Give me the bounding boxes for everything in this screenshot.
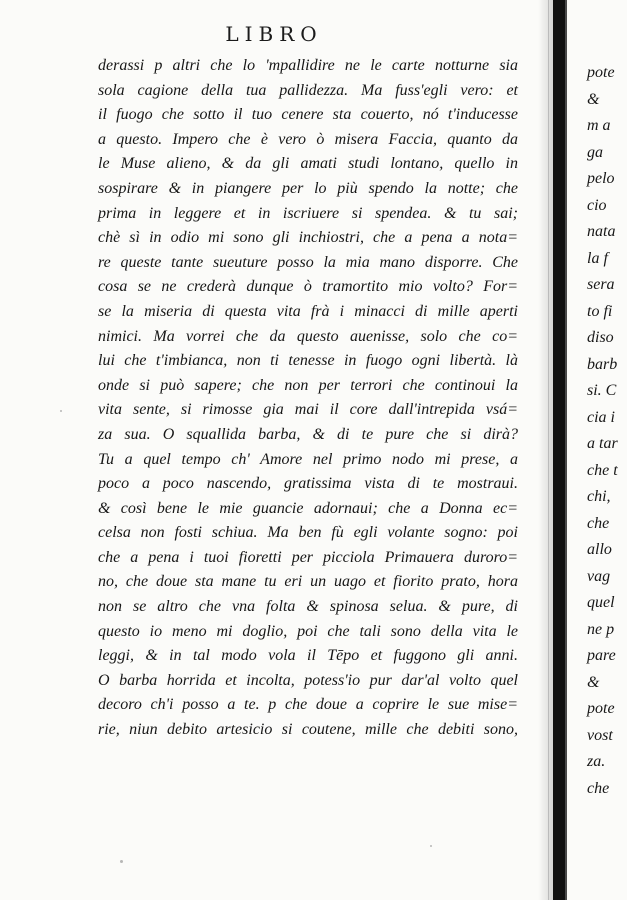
text-line: Tu a quel tempo ch' Amore nel primo nodo mi prese, a (98, 450, 518, 468)
text-fragment: & (587, 673, 600, 691)
text-fragment: a tar (587, 435, 618, 452)
text-fragment: ne p (587, 620, 615, 638)
text-fragment: pare (587, 647, 616, 664)
text-fragment: za. (587, 753, 606, 770)
text-fragment: cia i (587, 408, 615, 426)
text-fragment: & (587, 90, 600, 108)
text-line: & così bene le mie guancie adornaui; che a Donna ec= (98, 499, 518, 517)
paper-speck (120, 860, 123, 863)
text-fragment: cio (587, 196, 607, 214)
text-line: O barba horrida et incolta, potess'io pur dar'al volto quel (98, 671, 518, 689)
text-line: rie, niun debito artesicio si coutene, mille che debiti sono, (98, 721, 518, 739)
text-fragment: pote (587, 64, 615, 81)
text-line: le Muse alieno, & da gli amati studi lontano, quello in (98, 155, 518, 173)
text-line: nimici. Ma vorrei che da questo auenisse, solo che co= (98, 327, 518, 345)
paper-speck (430, 845, 432, 847)
text-line: za sua. O squallida barba, & di te pure che si dirà? (98, 425, 518, 443)
left-page-text-block (98, 54, 518, 743)
text-line: derassi p altri che lo 'mpallidire ne le carte notturne sia (98, 57, 518, 74)
text-line: cosa se ne crederà dunque ò tramortito mio volto? For= (98, 278, 518, 296)
right-page-edge (553, 0, 618, 900)
text-line: vita sente, si rimosse gia mai il core dall'intrepida vsá= (98, 401, 518, 419)
right-page-sheet (565, 0, 627, 900)
text-line: leggi, & in tal modo vola il Tēpo et fuggono gli anni. (98, 647, 518, 665)
text-fragment: la f (587, 249, 608, 267)
text-fragment: ga (587, 143, 603, 161)
paper-speck (60, 410, 62, 412)
text-fragment: allo (587, 541, 612, 558)
text-fragment: to fi (587, 302, 613, 320)
text-line: re queste tante sueuture posso la mia mano disporre. Che (98, 253, 518, 271)
text-line: il fuogo che sotto il tuo cenere sta couerto, nó t'inducesse (98, 106, 518, 124)
text-line: decoro ch'i posso a te. p che doue a coprire le sue mise= (98, 696, 518, 714)
text-line: che a pena i tuoi fioretti per picciola Primauera duroro= (98, 548, 518, 566)
text-line: chè sì in odio mi sono gli inchiostri, che a pena a nota= (98, 229, 518, 247)
text-line: lui che t'imbianca, non ti tenesse in fuogo ogni libertà. là (98, 352, 518, 370)
text-fragment: si. C (587, 382, 617, 399)
right-page-text-fragments (587, 60, 627, 802)
text-fragment: barb (587, 355, 618, 373)
text-fragment: vag (587, 567, 611, 585)
text-line: no, che doue sta mane tu eri un uago et fiorito prato, hora (98, 573, 518, 591)
text-fragment: che t (587, 461, 618, 479)
running-head: LIBRO (225, 22, 323, 46)
text-fragment: vost (587, 726, 613, 744)
text-fragment: che (587, 514, 610, 532)
text-fragment: pelo (587, 170, 615, 187)
text-fragment: diso (587, 329, 614, 346)
text-fragment: nata (587, 223, 616, 240)
text-fragment: sera (587, 276, 615, 293)
text-line: onde si può sapere; che non per terrori che continoui la (98, 376, 518, 394)
text-fragment: chi, (587, 488, 611, 505)
text-line: se la miseria di questa vita frà i minacci di mille aperti (98, 302, 518, 320)
text-fragment: pote (587, 700, 615, 717)
text-line: celsa non fosti schiua. Ma ben fù egli volante sogno: poi (98, 524, 518, 542)
text-line: poco a poco nascendo, gratissima vista di te mostraui. (98, 475, 518, 493)
text-line: sola cagione della tua pallidezza. Ma fuss'egli vero: et (98, 81, 518, 99)
text-fragment: che (587, 779, 610, 797)
text-line: a questo. Impero che è vero ò misera Faccia, quanto da (98, 130, 518, 148)
text-line: non se altro che vna folta & spinosa selua. & pure, di (98, 598, 518, 616)
text-fragment: m a (587, 117, 611, 134)
text-line: questo io meno mi doglio, poi che tali sono della vita le (98, 622, 518, 640)
text-line: sospirare & in piangere per lo più spendo la notte; che (98, 179, 518, 197)
text-fragment: quel (587, 594, 615, 611)
text-line: prima in leggere et in iscriuere si spendea. & tu sai; (98, 204, 518, 222)
